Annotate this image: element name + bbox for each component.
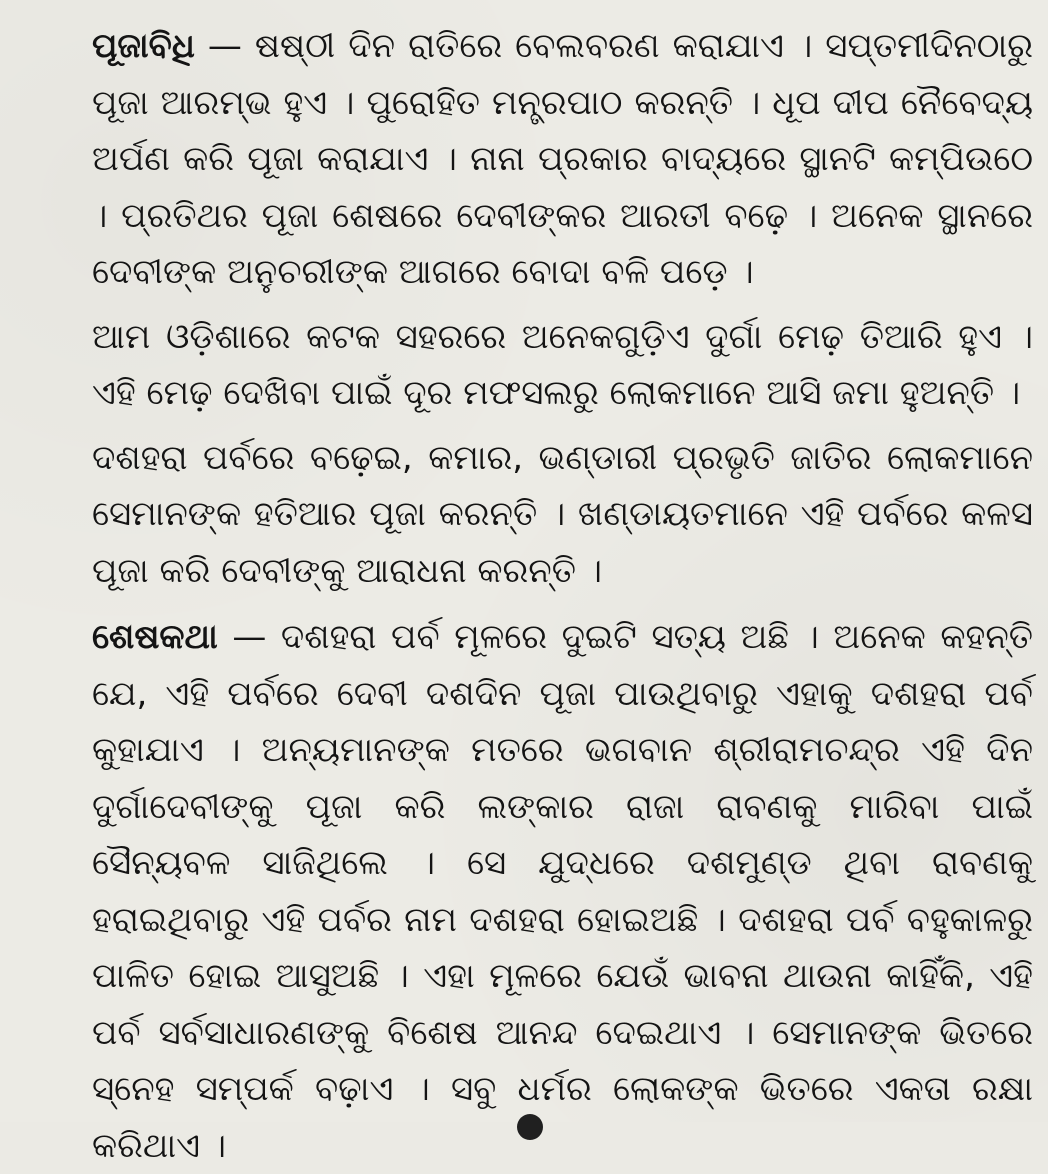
document-text: [48, 18, 1033, 1174]
page-number-mark: [517, 1114, 543, 1140]
paragraph-text-shesha-katha: — ଦଶହରା ପର୍ବ ମୂଳରେ ଦୁଇଟି ସତ୍ୟ ଅଛି । ଅନେକ କହନ୍ତି ଯେ, ଏହି ପର୍ବରେ ଦେବୀ ଦଶଦିନ ପୂଜା ପାଉଥିବାରୁ ଏହାକୁ ଦଶହରା ପର୍ବ କୁହାଯାଏ । ଅନ୍ୟମାନଙ୍କ ମତରେ ଭଗବାନ ଶ୍ରୀରାମଚନ୍ଦ୍ର ଏହି ଦିନ ଦୁର୍ଗାଦେବୀଙ୍କୁ ପୂଜା କରି ଲଙ୍କାର ରାଜା ରାବଣକୁ ମାରିବା ପାଇଁ ସୈନ୍ୟବଳ ସାଜିଥିଲେ । ସେ ଯୁଦ୍ଧରେ ଦଶମୁଣ୍ଡ ଥିବା ରାବଣକୁ ହରାଇଥିବାରୁ ଏହି ପର୍ବର ନାମ ଦଶହରା ହୋଇଅଛି । ଦଶହରା ପର୍ବ ବହୁକାଳରୁ ପାଳିତ ହୋଇ ଆସୁଅଛି । ଏହା ମୂଳରେ ଯେଉଁ ଭାବନା ଥାଉନା କାହିଁକି, ଏହି ପର୍ବ ସର୍ବସାଧାରଣଙ୍କୁ ବିଶେଷ ଆନନ୍ଦ ଦେଇଥାଏ । ସେମାନଙ୍କ ଭିତରେ ସ୍ନେହ ସମ୍ପର୍କ ବଢ଼ାଏ । ସବୁ ଧର୍ମର ଲୋକଙ୍କ ଭିତରେ ଏକତା ରକ୍ଷା କରିଥାଏ ।: [92, 617, 1033, 1166]
paragraph-puja-vidhi: [48, 18, 1033, 301]
paragraph-cuttack-medha: ଆମ ଓଡ଼ିଶାରେ କଟକ ସହରରେ ଅନେକଗୁଡ଼ିଏ ଦୁର୍ଗା ମେଢ଼ ତିଆରି ହୁଏ । ଏହି ମେଢ଼ ଦେଖିବା ପାଇଁ ଦୂର ମଫସଲରୁ ଲୋକମାନେ ଆସି ଜମା ହୁଅନ୍ତି ।: [92, 316, 1033, 413]
paragraph-shesha-katha: [48, 609, 1033, 1174]
section-heading-puja-vidhi: ପୂଜାବିଧି: [92, 26, 195, 66]
section-heading-shesha-katha: ଶେଷକଥା: [92, 617, 218, 657]
paragraph-weapon-worship: ଦଶହରା ପର୍ବରେ ବଢ଼େଇ, କମାର, ଭଣ୍ଡାରୀ ପ୍ରଭୃତି ଜାତିର ଲୋକମାନେ ସେମାନଙ୍କ ହତିଆର ପୂଜା କରନ୍ତି । ଖଣ୍ଡାୟତମାନେ ଏହି ପର୍ବରେ କଳସ ପୂଜା କରି ଦେବୀଙ୍କୁ ଆରାଧନା କରନ୍ତି ।: [92, 437, 1033, 591]
paragraph-text-puja-vidhi: — ଷଷ୍ଠୀ ଦିନ ରାତିରେ ବେଲବରଣ କରାଯାଏ । ସପ୍ତମୀଦିନଠାରୁ ପୂଜା ଆରମ୍ଭ ହୁଏ । ପୁରୋହିତ ମନ୍ତ୍ରପାଠ କରନ୍ତି । ଧୂପ ଦୀପ ନୈବେଦ୍ୟ ଅର୍ପଣ କରି ପୂଜା କରାଯାଏ । ନାନା ପ୍ରକାର ବାଦ୍ୟରେ ସ୍ଥାନଟି କମ୍ପିଉଠେ । ପ୍ରତିଥର ପୂଜା ଶେଷରେ ଦେବୀଙ୍କର ଆରତୀ ବଢ଼େ । ଅନେକ ସ୍ଥାନରେ ଦେବୀଙ୍କ ଅନୁଚରୀଙ୍କ ଆଗରେ ବୋଦା ବଳି ପଡ଼େ ।: [92, 26, 1033, 292]
